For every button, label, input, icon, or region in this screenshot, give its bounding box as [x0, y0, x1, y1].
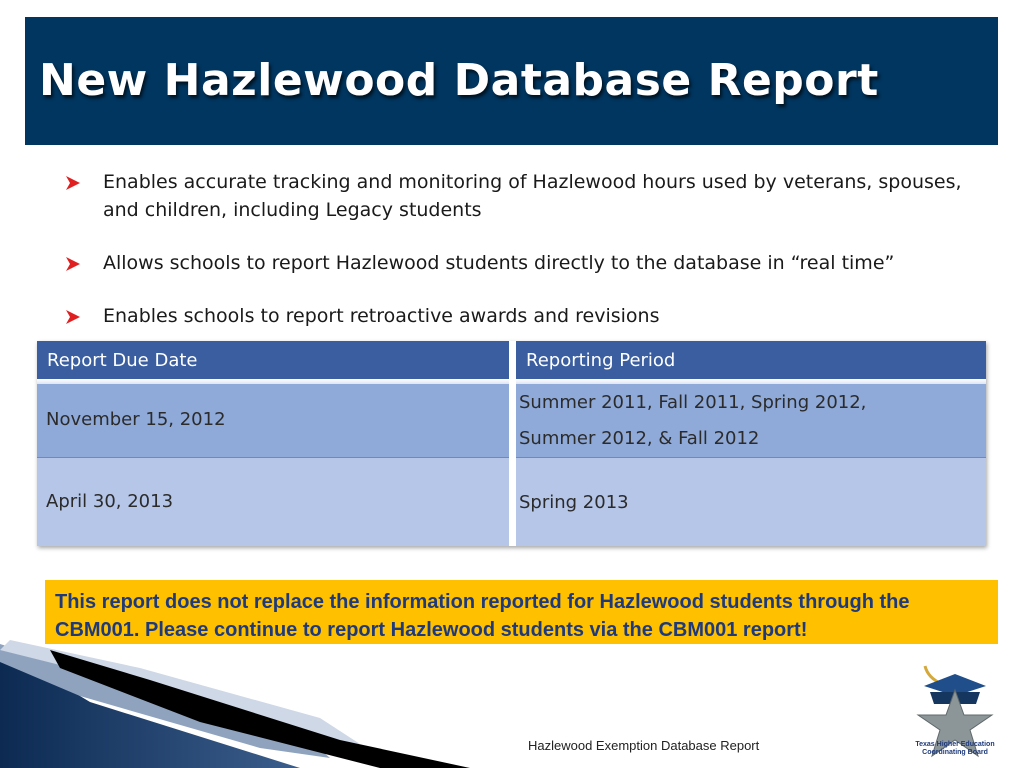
bullet-list: [64, 168, 964, 355]
bullet-item: [64, 302, 964, 330]
bullet-text: Allows schools to report Hazlewood students directly to the database in “real time”: [103, 252, 895, 274]
due-date-value: November 15, 2012: [46, 409, 226, 430]
bullet-text: Enables schools to report retroactive awards and revisions: [103, 305, 660, 327]
table-header-cell: [516, 341, 986, 379]
decorative-swoosh: [0, 640, 1024, 768]
bullet-text: Enables accurate tracking and monitoring of Hazlewood hours used by veterans, spouses, and children, including Legacy students: [103, 171, 962, 221]
notice-box: [45, 580, 998, 644]
column-divider: [509, 341, 516, 546]
due-date-value: April 30, 2013: [46, 491, 174, 512]
footer-text: Hazlewood Exemption Database Report: [528, 738, 760, 753]
bullet-item: [64, 168, 964, 224]
title-bar: [25, 17, 998, 145]
report-schedule-table: [37, 341, 986, 546]
header-reporting-period: Reporting Period: [526, 350, 676, 371]
header-report-due-date: Report Due Date: [47, 350, 198, 371]
table-row-2-due: [37, 458, 509, 546]
table-header-cell: [37, 341, 509, 379]
period-line: Summer 2012, & Fall 2012: [519, 428, 760, 449]
table-row-2-period: [516, 458, 986, 546]
arrow-bullet-icon: [66, 257, 80, 271]
period-line: Summer 2011, Fall 2011, Spring 2012,: [519, 392, 867, 413]
logo-line: Texas Higher Education: [915, 741, 995, 748]
notice-text: This report does not replace the information reported for Hazlewood students through the CBM001. Please continue to report Hazlewood students via the CBM001 report!: [55, 591, 910, 641]
slide-title: New Hazlewood Database Report: [39, 55, 879, 106]
period-line: Spring 2013: [519, 492, 629, 513]
table-row-1-period: [516, 384, 986, 457]
arrow-bullet-icon: [66, 310, 80, 324]
table-row-1-due: [37, 384, 509, 457]
bullet-item: [64, 249, 964, 277]
logo-text: [900, 741, 1010, 757]
arrow-bullet-icon: [66, 176, 80, 190]
logo-line: Coordinating Board: [922, 749, 988, 756]
